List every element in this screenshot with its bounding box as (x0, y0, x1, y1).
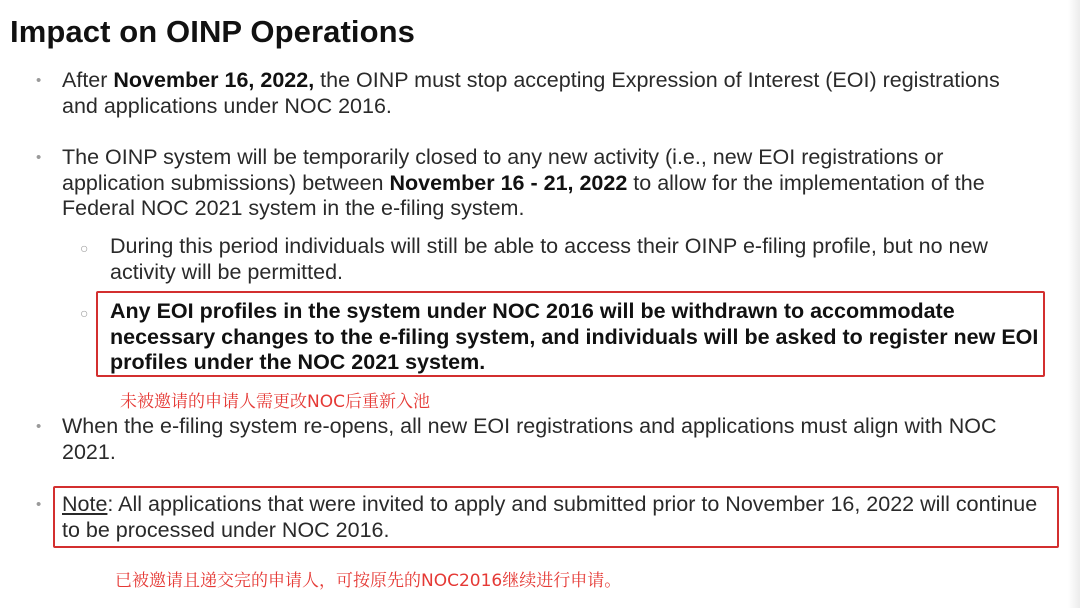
slide-edge-shadow (1068, 0, 1080, 608)
bullet-item-2 (36, 145, 1052, 222)
bullet-1-date: November 16, 2022, (113, 68, 315, 92)
annotation-reregister: 未被邀请的申请人需更改NOC后重新入池 (120, 392, 430, 412)
bullet-1-post: the OINP must stop accepting Expression of Interest (EOI) registrations and applications under NOC 2016. (62, 68, 1000, 118)
bullet-2-dates: November 16 - 21, 2022 (389, 170, 628, 195)
bullet-2-post: to allow for the implementation of the Federal NOC 2021 system in the e-filing system. (62, 170, 985, 220)
bullet-dot-icon: • (36, 149, 42, 166)
note-label: Note (62, 492, 108, 516)
bullet-item-3 (36, 414, 1042, 465)
highlight-box-note (53, 486, 1059, 548)
highlight-box-withdrawn-profiles (96, 291, 1045, 377)
annotation-continue-noc2016: 已被邀请且递交完的申请人，可按原先的NOC2016继续进行申请。 (115, 571, 622, 591)
sub-bullet-circle-icon: ○ (80, 305, 89, 321)
bullet-item-1 (36, 68, 1022, 119)
sub-bullet-circle-icon: ○ (80, 240, 89, 256)
sub-bullet-item-1 (80, 234, 1040, 285)
bullet-dot-icon: • (36, 496, 42, 513)
bullet-dot-icon: • (36, 418, 42, 435)
slide-title: Impact on OINP Operations (10, 14, 416, 49)
bullet-4-text: : All applications that were invited to apply and submitted prior to November 16, 2022 will continue to be processed under NOC 2016. (62, 492, 1038, 542)
bullet-1-pre: After (62, 68, 114, 92)
bullet-3-text: When the e-filing system re-opens, all new EOI registrations and applications must align with NOC 2021. (62, 414, 997, 464)
sub-bullet-2-text: Any EOI profiles in the system under NOC 2016 will be withdrawn to accommodate necessary changes to the e-filing system, and individuals will be asked to register new EOI profiles under the NOC 2021 system. (110, 299, 1039, 374)
bullet-dot-icon: • (36, 72, 42, 89)
sub-bullet-1-text: During this period individuals will still be able to access their OINP e-filing profile, but no new activity will be permitted. (110, 234, 988, 284)
bullet-2-pre: The OINP system will be temporarily closed to any new activity (i.e., new EOI registrations or application submissions) between (62, 145, 944, 195)
